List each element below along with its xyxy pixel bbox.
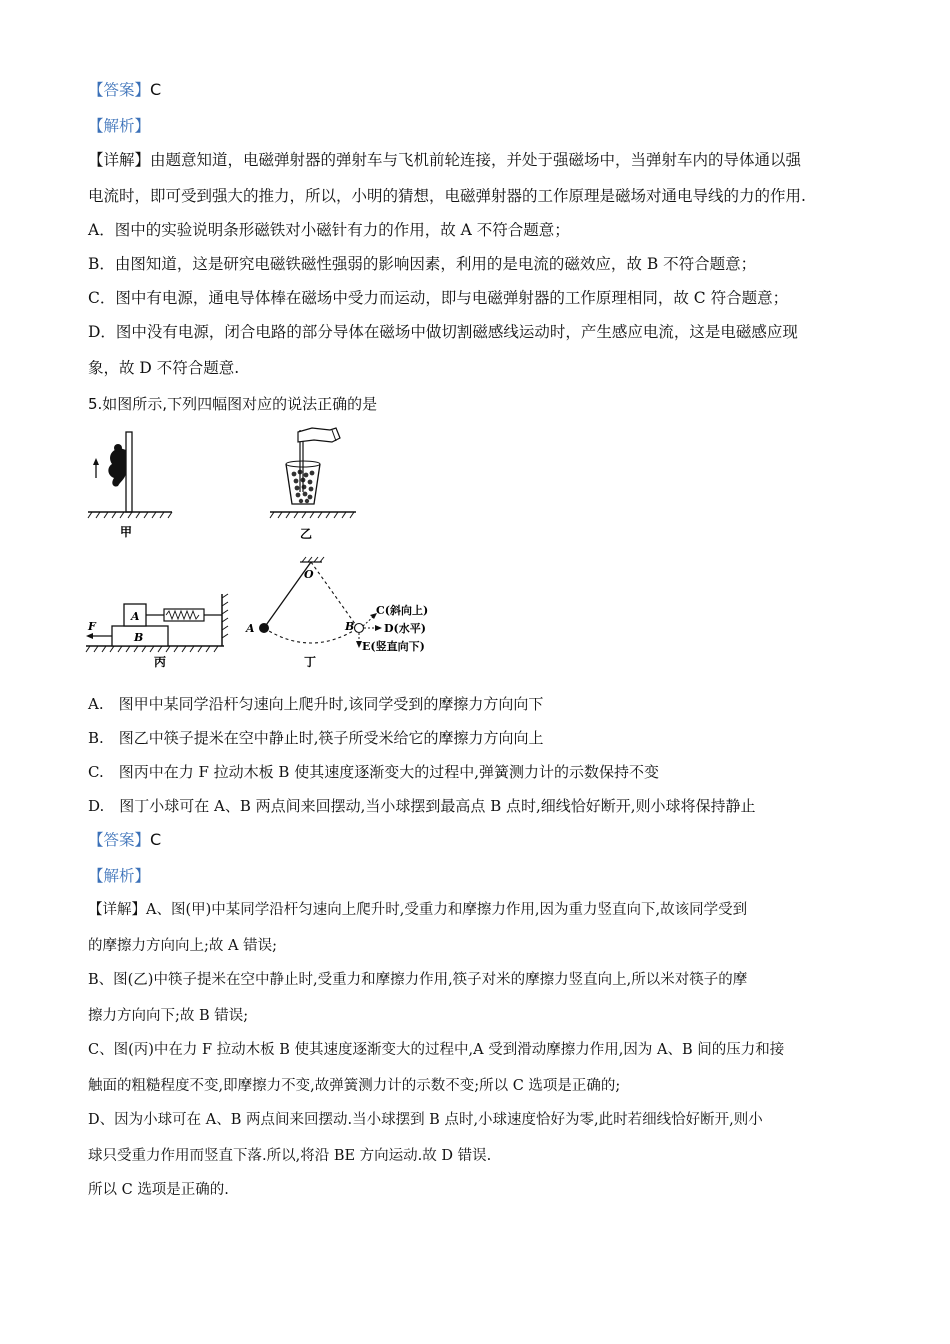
explain-option-b: B．由图知道，这是研究电磁铁磁性强弱的影响因素，利用的是电流的磁效应，故 B 不符合题意； [88,255,757,273]
label-block-A: A [131,610,140,623]
label-yi: 乙 [300,527,313,541]
answer-tag: 【答案】 [88,81,151,99]
detail2-line-b2: 擦力方向向下;故 B 错误; [88,1008,249,1024]
label-C: C(斜向上) [376,604,429,617]
figure-bing [84,590,232,672]
detail2-line-d2: 球只受重力作用而竖直下落.所以,将沿 BE 方向运动.故 D 错误. [88,1148,492,1164]
option-d: D. 图丁小球可在 A、B 两点间来回摆动,当小球摆到最高点 B 点时,细线恰好断开,则小球将保持静止 [88,797,756,815]
option-c: C. 图丙中在力 F 拉动木板 B 使其速度逐渐变大的过程中,弹簧测力计的示数保持不变 [88,763,659,781]
detail-tag: 【详解】 [88,151,151,169]
label-O: O [304,568,314,581]
analysis-tag: 【解析】 [88,117,151,135]
explain-option-d-1: D．图中没有电源，闭合电路的部分导体在磁场中做切割磁感线运动时，产生感应电流，这是电磁感应现 [88,323,798,341]
option-a: A. 图甲中某同学沿杆匀速向上爬升时,该同学受到的摩擦力方向向下 [88,695,544,713]
detail2-line-d1: D、因为小球可在 A、B 两点间来回摆动.当小球摆到 B 点时,小球速度恰好为零,此时若细线恰好断开,则小 [88,1112,763,1128]
question-5: 5.如图所示,下列四幅图对应的说法正确的是 [88,395,378,413]
option-b: B. 图乙中筷子提米在空中静止时,筷子所受米给它的摩擦力方向向上 [88,729,544,747]
detail2-line-a2: 的摩擦力方向向上;故 A 错误; [88,938,277,954]
detail2-conclusion: 所以 C 选项是正确的. [88,1182,229,1198]
figure-jia [84,428,176,546]
label-point-B: B [345,620,355,633]
label-board-B: B [134,631,144,644]
label-jia: 甲 [120,525,133,539]
label-E: E(竖直向下) [362,640,425,653]
answer-tag: 【答案】 [88,831,151,849]
answer-value: C [150,830,162,849]
explain-option-a: A．图中的实验说明条形磁铁对小磁针有力的作用，故 A 不符合题意； [88,221,570,239]
detail2-line-b1: B、图(乙)中筷子提米在空中静止时,受重力和摩擦力作用,筷子对米的摩擦力竖直向上,所以米对筷子的摩 [88,972,748,988]
explain-option-d-2: 象，故 D 不符合题意. [88,359,240,377]
label-bing: 丙 [154,655,167,669]
label-point-A: A [246,622,255,635]
figure-yi [266,422,362,546]
detail-text: A、图(甲)中某同学沿杆匀速向上爬升时,受重力和摩擦力作用,因为重力竖直向下,故该同学受到 [146,902,748,918]
answer-line-1 [88,80,161,100]
label-D: D(水平) [384,622,426,635]
detail-line-1 [88,150,801,170]
detail2-line-a1 [88,900,747,920]
figure-ding [242,554,442,674]
detail2-line-c2: 触面的粗糙程度不变,即摩擦力不变,故弹簧测力计的示数不变;所以 C 选项是正确的; [88,1078,621,1094]
detail-text: 由题意知道，电磁弹射器的弹射车与飞机前轮连接，并处于强磁场中，当弹射车内的导体通以强 [150,151,802,169]
detail2-line-c1: C、图(丙)中在力 F 拉动木板 B 使其速度逐渐变大的过程中,A 受到滑动摩擦力作用,因为 A、B 间的压力和接 [88,1042,785,1058]
detail-line-2: 电流时，即可受到强大的推力，所以，小明的猜想，电磁弹射器的工作原理是磁场对通电导线的力的作用. [88,187,806,205]
analysis-tag: 【解析】 [88,867,151,885]
answer-line-2 [88,830,161,850]
answer-value: C [150,80,162,99]
explain-option-c: C．图中有电源，通电导体棒在磁场中受力而运动，即与电磁弹射器的工作原理相同，故 C 符合题意； [88,289,789,307]
label-F: F [88,620,96,633]
detail-tag: 【详解】 [88,902,146,918]
label-ding: 丁 [304,655,317,669]
